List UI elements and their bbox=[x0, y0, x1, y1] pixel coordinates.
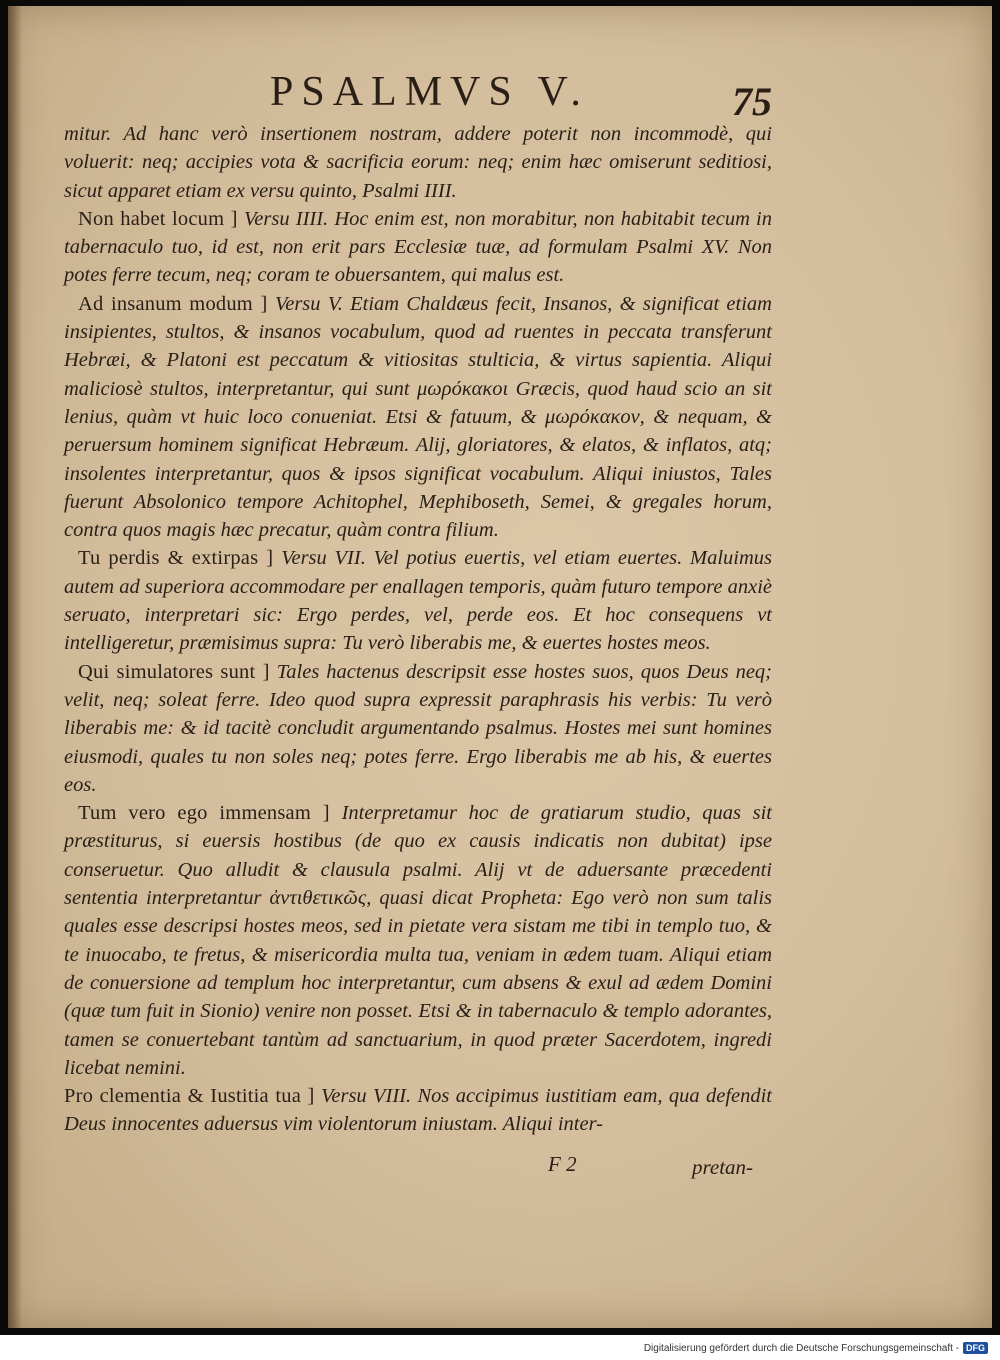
paragraph-text: Interpretamur hoc de gratiarum studio, quas sit præstiturus, si euersis hostibus (de quo ex causis indicatis non dubitat) ipse conseruetur. Quo alludit & clausula psalmi. Alij vt de aduersante præcedenti sententia interpretantur ἀντιθετικῶς, quasi dicat Propheta: Ego verò non sum talis quales esse descripsi hostes meos, sed in pietate vera sistam me tibi in templo tuo, & te inuocabo, te fretus, & misericordia multa tua, veniam in ædem tuam. Aliqui etiam de conuersione ad templum hoc interpretantur, cum absens & exul ad ædem Domini (quæ tum fuit in Sionio) venire non posset. Etsi & in tabernaculo & templo adorantes, tamen se conuertebant tantùm ad sanctuarium, in quod præter Sacerdotem, ingredi licebat nemini. bbox=[64, 802, 772, 1079]
lemma: Tum vero ego immensam ] bbox=[78, 802, 342, 825]
paragraph-4 bbox=[64, 544, 772, 657]
paragraph-7 bbox=[64, 1082, 772, 1139]
running-head: PSALMVS V. bbox=[270, 69, 589, 115]
paragraph-1 bbox=[64, 120, 772, 205]
signature-mark: F 2 bbox=[548, 1152, 577, 1176]
footer-credit bbox=[644, 1342, 988, 1354]
lemma: Ad insanum modum ] bbox=[78, 292, 275, 315]
paragraph-text: Versu V. Etiam Chaldæus fecit, Insanos, & significat etiam insipientes, stultos, & insanos vocabulum, quod ad ruentes in peccata transferunt Hebræi, & Platoni est peccatum & vitiositas stulticia, & virtus sapientia. Aliqui maliciosè stultos, interpretantur, qui sunt μωρόκακοι Græcis, quod haud scio an sit lenius, quàm vt huic loco conueniat. Etsi & fatuum, & μωρόκακον, & nequam, & peruersum hominem significat Hebræum. Alij, gloriatores, & elatos, & inflatos, atq; insolentes interpretantur, quos & ipsos significat vocabulum. Aliqui iniustos, Tales fuerunt Absolonico tempore Achitophel, Mephiboseth, Semei, & gregales horum, contra quos magis hæc precatur, quàm contra filium. bbox=[64, 292, 772, 542]
paragraph-text: Tales hactenus descripsit esse hostes suos, quos Deus neq; velit, neq; soleat ferre. Ideo quod supra expressit paraphrasis his verbis: Tu verò liberabis me: & id tacitè concludit argumentando psalmus. Hostes mei sunt homines eiusmodi, quales tu non soles neq; potes ferre. Ergo liberabis me ab his, & euertes eos. bbox=[64, 660, 772, 796]
paragraph-2 bbox=[64, 205, 772, 290]
paragraph-text: mitur. Ad hanc verò insertionem nostram, addere poterit non incommodè, qui voluerit: neq; accipies vota & sacrificia eorum: neq; enim hæc omiserunt seditiosi, sicut apparet etiam ex versu quinto, Psalmi IIII. bbox=[64, 123, 772, 202]
footer-credit-text: Digitalisierung gefördert durch die Deutsche Forschungsgemeinschaft - bbox=[643, 1342, 959, 1354]
lemma: Non habet locum ] bbox=[78, 207, 245, 230]
paragraph-5 bbox=[64, 658, 772, 799]
dfg-logo: DFG bbox=[963, 1342, 988, 1354]
lemma: Pro clementia & Iustitia tua ] bbox=[64, 1085, 322, 1108]
paragraph-text: Versu VIII. Nos accipimus iustitiam eam, qua defendit Deus innocentes aduersus vim violentorum iniustam. Aliqui inter- bbox=[64, 1085, 772, 1136]
page-body bbox=[64, 120, 772, 1139]
paragraph-3 bbox=[64, 290, 772, 545]
catchword: pretan- bbox=[692, 1155, 754, 1179]
page-gutter-shadow bbox=[8, 6, 22, 1328]
paragraph-text: Versu VII. Vel potius euertis, vel etiam euertes. Maluimus autem ad superiora accommodare per enallagen temporis, quàm futuro tempore anxiè seruato, interpretari sic: Ergo perdes, vel, perde eos. Et hoc consequens vt intelligeretur, præmisimus supra: Tu verò liberabis me, & euertes hostes meos. bbox=[64, 547, 772, 655]
paragraph-text: Versu IIII. Hoc enim est, non morabitur, non habitabit tecum in tabernaculo tuo, id est, non erit pars Ecclesiæ tuæ, ad formulam Psalmi XV. Non potes ferre tecum, neq; coram te obuersantem, qui malus est. bbox=[64, 207, 772, 287]
paragraph-6 bbox=[64, 799, 772, 1082]
lemma: Qui simulatores sunt ] bbox=[78, 660, 277, 683]
page-number: 75 bbox=[732, 79, 772, 124]
lemma: Tu perdis & extirpas ] bbox=[78, 547, 282, 570]
